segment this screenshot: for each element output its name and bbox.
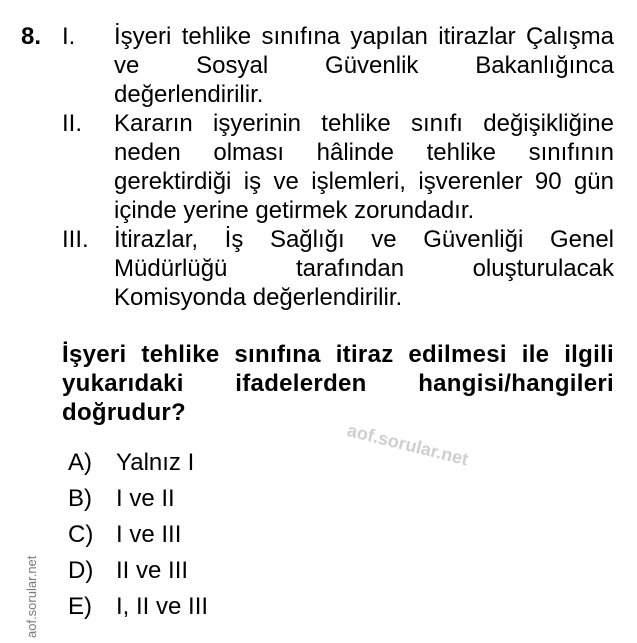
option-e-text: I, II ve III xyxy=(116,593,209,620)
statement-1-numeral: I. xyxy=(62,23,76,50)
option-a[interactable] xyxy=(68,448,194,477)
statement-1 xyxy=(62,22,614,109)
option-e[interactable] xyxy=(68,592,208,621)
statement-3-numeral: III. xyxy=(62,226,89,253)
watermark-side: aof.sorular.net xyxy=(24,555,39,638)
statement-2 xyxy=(62,109,614,225)
question-prompt: İşyeri tehlike sınıfına itiraz edilmesi ile ilgili yukarıdaki ifadelerden hangisi/hangileri doğrudur? xyxy=(62,341,614,426)
option-b-text: I ve II xyxy=(116,485,175,512)
option-e-letter: E) xyxy=(68,593,92,620)
option-d[interactable] xyxy=(68,556,188,585)
statement-2-numeral: II. xyxy=(62,110,83,137)
option-b[interactable] xyxy=(68,484,175,513)
statement-3-text: İtirazlar, İş Sağlığı ve Güvenliği Genel Müdürlüğü tarafından oluşturulacak Komisyonda değerlendirilir. xyxy=(114,226,614,311)
statement-1-text: İşyeri tehlike sınıfına yapılan itirazlar Çalışma ve Sosyal Güvenlik Bakanlığınca değerlendirilir. xyxy=(114,23,614,108)
watermark-center: aof.sorular.net xyxy=(345,420,471,470)
statement-3 xyxy=(62,225,614,312)
option-c-letter: C) xyxy=(68,521,94,548)
statement-2-text: Kararın işyerinin tehlike sınıfı değişikliğine neden olması hâlinde tehlike sınıfının gerektirdiği iş ve işlemleri, işverenler 90 gün içinde yerine getirmek zorundadır. xyxy=(114,110,614,224)
option-a-letter: A) xyxy=(68,449,92,476)
option-d-letter: D) xyxy=(68,557,94,584)
question-number: 8. xyxy=(21,23,42,50)
option-a-text: Yalnız I xyxy=(116,449,195,476)
option-b-letter: B) xyxy=(68,485,92,512)
option-c[interactable] xyxy=(68,520,181,549)
option-c-text: I ve III xyxy=(116,521,182,548)
option-d-text: II ve III xyxy=(116,557,189,584)
